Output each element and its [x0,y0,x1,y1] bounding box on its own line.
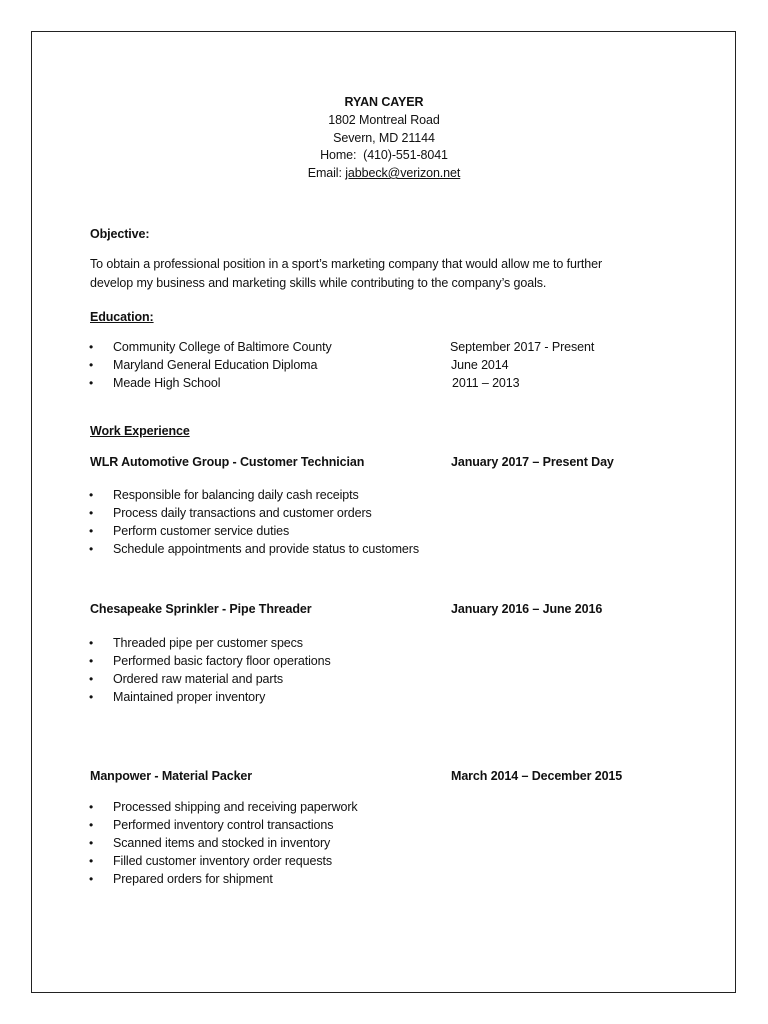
bullet-icon: • [89,340,94,354]
job-duty [0,688,768,706]
job-title: Chesapeake Sprinkler - Pipe Threader [90,602,312,616]
job-duty [0,798,768,816]
bullet-icon: • [89,800,94,814]
applicant-name: RYAN CAYER [344,95,424,109]
education-item [0,374,768,392]
objective-text-line-1: To obtain a professional position in a sport’s marketing company that would allow me to further [90,257,603,271]
education-date: September 2017 - Present [450,340,595,354]
bullet-icon: • [89,524,94,538]
bullet-icon: • [89,358,94,372]
objective-text-line-2: develop my business and marketing skills while contributing to the company’s goals. [90,276,547,290]
work-experience-heading: Work Experience [90,424,190,438]
job-duty-text: Schedule appointments and provide status to customers [113,542,419,556]
job-duty-text: Performed inventory control transactions [113,818,334,832]
job-title: WLR Automotive Group - Customer Technician [90,455,365,469]
education-school: Meade High School [113,376,221,390]
bullet-icon: • [89,672,94,686]
job-duty-text: Ordered raw material and parts [113,672,283,686]
bullet-icon: • [89,506,94,520]
job-duty-text: Maintained proper inventory [113,690,266,704]
job-duty [0,540,768,558]
job-duty [0,652,768,670]
bullet-icon: • [89,854,94,868]
job-duty-text: Processed shipping and receiving paperwork [113,800,358,814]
education-date: 2011 – 2013 [452,376,520,390]
education-school: Community College of Baltimore County [113,340,332,354]
bullet-icon: • [89,654,94,668]
bullet-icon: • [89,636,94,650]
bullet-icon: • [89,818,94,832]
job-title: Manpower - Material Packer [90,769,253,783]
address-line-2: Severn, MD 21144 [333,131,435,145]
address-line-1: 1802 Montreal Road [328,113,440,127]
education-item [0,338,768,356]
phone-line [90,146,678,164]
objective-heading: Objective: [90,227,150,241]
job-duty-text: Perform customer service duties [113,524,290,538]
bullet-icon: • [89,836,94,850]
bullet-icon: • [89,488,94,502]
job-duty [0,834,768,852]
job-date: March 2014 – December 2015 [451,769,623,783]
bullet-icon: • [89,872,94,886]
job-duty [0,670,768,688]
job-duty [0,870,768,888]
job-duty [0,504,768,522]
education-item [0,356,768,374]
bullet-icon: • [89,690,94,704]
job-duty [0,816,768,834]
email-line [90,164,678,182]
job-duty-text: Performed basic factory floor operations [113,654,331,668]
job-date: January 2016 – June 2016 [451,602,603,616]
job-duty-text: Responsible for balancing daily cash receipts [113,488,359,502]
phone-label: Home: [320,148,357,162]
education-heading: Education: [90,310,154,324]
email-label: Email: [307,166,342,180]
phone-number: (410)-551-8041 [363,148,448,162]
email-link[interactable]: jabbeck@verizon.net [345,166,461,180]
job-duty-text: Prepared orders for shipment [113,872,273,886]
education-school: Maryland General Education Diploma [113,358,318,372]
job-duty-text: Filled customer inventory order requests [113,854,333,868]
job-duty-text: Process daily transactions and customer orders [113,506,372,520]
job-duty [0,852,768,870]
bullet-icon: • [89,376,94,390]
job-duty-text: Scanned items and stocked in inventory [113,836,331,850]
job-date: January 2017 – Present Day [451,455,614,469]
bullet-icon: • [89,542,94,556]
education-date: June 2014 [451,358,509,372]
job-duty [0,634,768,652]
job-duty [0,486,768,504]
job-duty [0,522,768,540]
job-duty-text: Threaded pipe per customer specs [113,636,303,650]
